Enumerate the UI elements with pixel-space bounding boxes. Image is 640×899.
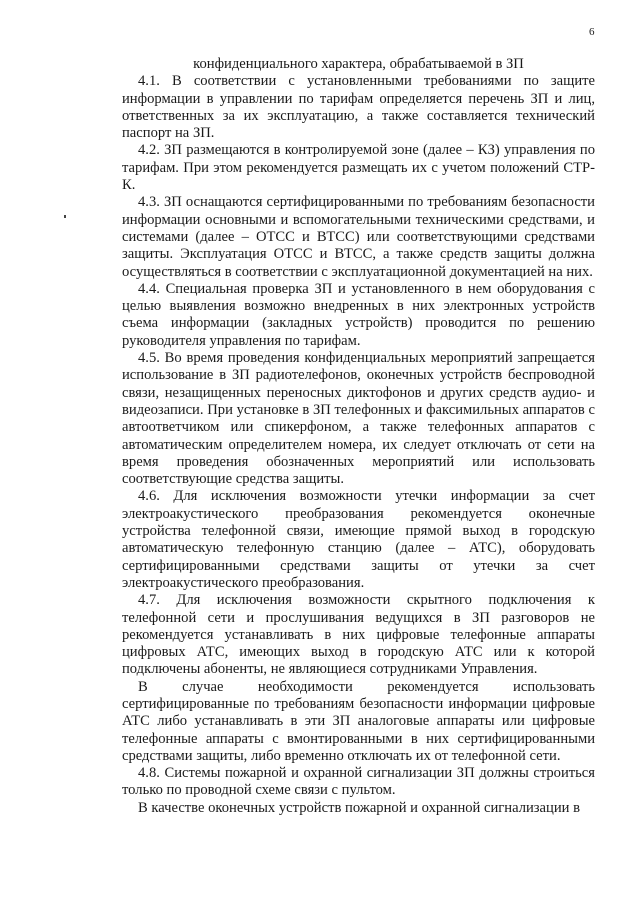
paragraph-4-4: 4.4. Специальная проверка ЗП и установленного в нем оборудования с целью выявления возможно внедренных в них электронных устройств съема информации (закладных устройств) проводится по решению руководителя управления по тарифам. [122, 280, 595, 349]
paragraph-4-3: 4.3. ЗП оснащаются сертифицированными по требованиям безопасности информации основными и вспомогательными техническими средствами, и системами (далее – ОТСС и ВТСС) или соответствующими средствами защиты. Эксплуатация ОТСС и ВТСС, а также средств защиты должна осуществляться в соответствии с эксплуатационной документацией на них. [122, 194, 595, 280]
paragraph-4-1: 4.1. В соответствии с установленными требованиями по защите информации в управлении по тарифам определяется перечень ЗП и лиц, ответственных за их эксплуатацию, а также составляется технический паспорт на ЗП. [122, 73, 595, 142]
paragraph-4-2: 4.2. ЗП размещаются в контролируемой зоне (далее – КЗ) управления по тарифам. При этом рекомендуется размещать их с учетом положений СТР-К. [122, 142, 595, 194]
paragraph-4-7-cont: В случае необходимости рекомендуется использовать сертифицированные по требованиям безопасности информации цифровые АТС либо устанавливать в эти ЗП аналоговые аппараты или цифровые телефонные аппараты с вмонтированными в них сертифицированными средствами защиты, либо временно отключать их от телефонной сети. [122, 678, 595, 764]
page-number: 6 [589, 26, 595, 38]
paragraph-4-7: 4.7. Для исключения возможности скрытного подключения к телефонной сети и прослушивания ведущихся в ЗП разговоров не рекомендуется устанавливать в них цифровые телефонные аппараты цифровых АТС, имеющих выход в городскую АТС или к которой подключены абоненты, не являющиеся сотрудниками Управления. [122, 592, 595, 678]
paragraph-4-8-cont: В качестве оконечных устройств пожарной и охранной сигнализации в [138, 799, 581, 816]
paragraph-4-8: 4.8. Системы пожарной и охранной сигнализации ЗП должны строиться только по проводной схеме связи с пультом. [122, 765, 595, 799]
paragraph-continuation: конфиденциального характера, обрабатываемой в ЗП [193, 56, 524, 72]
document-body [122, 56, 595, 817]
paragraph-4-6: 4.6. Для исключения возможности утечки информации за счет электроакустического преобразования рекомендуется оконечные устройства телефонной связи, имеющие прямой выход в городскую автоматическую телефонную станцию (далее – АТС), оборудовать сертифицированными средствами защиты от утечки за счет электроакустического преобразования. [122, 488, 595, 591]
paragraph-4-5: 4.5. Во время проведения конфиденциальных мероприятий запрещается использование в ЗП радиотелефонов, оконечных устройств беспроводной связи, незащищенных переносных диктофонов и других средств аудио- и видеозаписи. При установке в ЗП телефонных и факсимильных аппаратов с автоответчиком или спикерфоном, а также телефонных аппаратов с автоматическим определителем номера, их следует отключать от сети на время проведения обозначенных мероприятий или использовать соответствующие средства защиты. [122, 350, 595, 488]
margin-mark [64, 215, 66, 218]
